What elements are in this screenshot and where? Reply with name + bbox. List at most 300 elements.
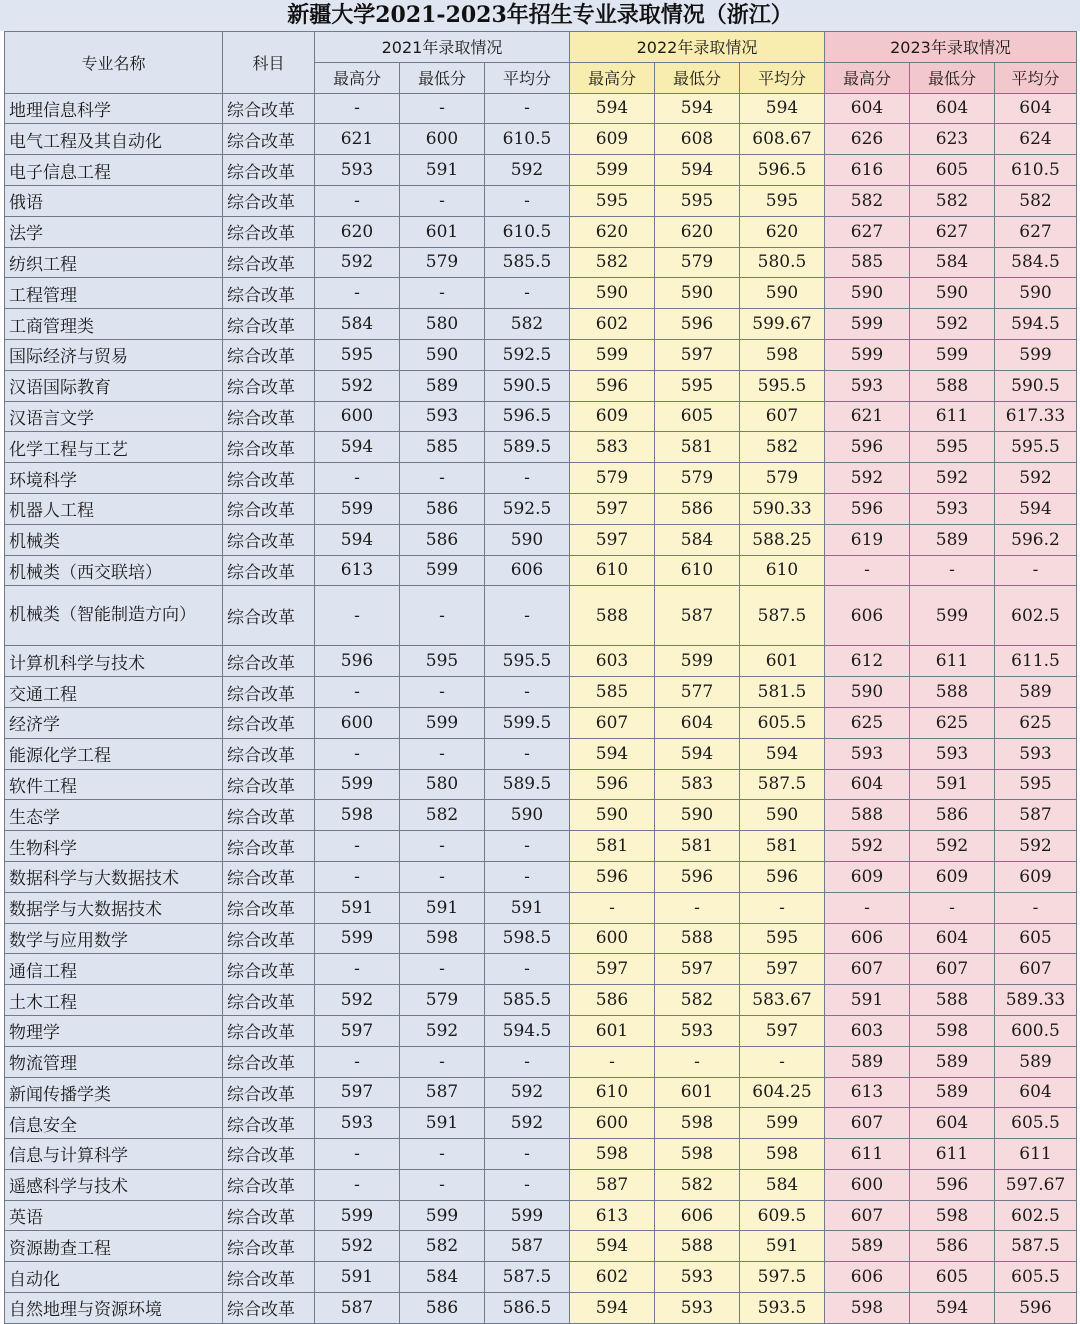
cell-2023-min: 598: [910, 1015, 995, 1046]
header-2022-min: 最低分: [655, 62, 740, 93]
cell-2021-max: -: [315, 93, 400, 124]
cell-2021-min: 580: [400, 309, 485, 340]
cell-2023-max: 604: [825, 769, 910, 800]
cell-2021-min: -: [400, 1169, 485, 1200]
cell-2022-max: 599: [570, 339, 655, 370]
cell-subject: 综合改革: [223, 800, 315, 831]
cell-major: 交通工程: [5, 677, 223, 708]
table-row: [5, 1108, 1077, 1139]
cell-2022-avg: 579: [740, 463, 825, 494]
cell-2021-avg: -: [485, 1139, 570, 1170]
cell-2022-max: 603: [570, 646, 655, 677]
cell-2022-avg: 597.5: [740, 1262, 825, 1293]
cell-2023-min: 623: [910, 124, 995, 155]
cell-subject: 综合改革: [223, 339, 315, 370]
cell-2022-min: 597: [655, 954, 740, 985]
cell-2022-avg: 582: [740, 432, 825, 463]
cell-2022-max: 607: [570, 707, 655, 738]
cell-major: 汉语国际教育: [5, 370, 223, 401]
cell-2022-avg: 593.5: [740, 1293, 825, 1324]
cell-2022-min: 590: [655, 278, 740, 309]
cell-2021-min: 591: [400, 1108, 485, 1139]
cell-2021-min: 590: [400, 339, 485, 370]
cell-2021-min: 589: [400, 370, 485, 401]
header-2023-min: 最低分: [910, 62, 995, 93]
cell-2022-avg: 598: [740, 1139, 825, 1170]
cell-2022-avg: 607: [740, 401, 825, 432]
header-subject: 科目: [223, 32, 315, 94]
cell-2021-max: -: [315, 831, 400, 862]
cell-2023-avg: 605.5: [995, 1108, 1077, 1139]
cell-subject: 综合改革: [223, 309, 315, 340]
cell-2022-min: 596: [655, 861, 740, 892]
cell-2022-avg: 591: [740, 1231, 825, 1262]
cell-2023-min: 596: [910, 1169, 995, 1200]
cell-2022-max: 602: [570, 1262, 655, 1293]
cell-2023-avg: 609: [995, 861, 1077, 892]
cell-2022-avg: 599: [740, 1108, 825, 1139]
cell-2021-avg: 592: [485, 1077, 570, 1108]
cell-2022-max: 609: [570, 401, 655, 432]
cell-2021-max: 584: [315, 309, 400, 340]
table-row: [5, 216, 1077, 247]
cell-2022-max: 597: [570, 493, 655, 524]
cell-2023-max: 588: [825, 800, 910, 831]
cell-2022-min: 579: [655, 247, 740, 278]
cell-2021-max: 592: [315, 1231, 400, 1262]
cell-2023-max: 589: [825, 1046, 910, 1077]
cell-2023-avg: 600.5: [995, 1015, 1077, 1046]
cell-2023-min: 588: [910, 677, 995, 708]
cell-2022-max: 585: [570, 677, 655, 708]
cell-2023-min: 589: [910, 524, 995, 555]
table-row: [5, 861, 1077, 892]
cell-2023-min: 609: [910, 861, 995, 892]
cell-2022-avg: 595: [740, 923, 825, 954]
cell-2021-min: -: [400, 831, 485, 862]
cell-2023-max: -: [825, 892, 910, 923]
cell-2022-avg: 581: [740, 831, 825, 862]
cell-2021-avg: -: [485, 831, 570, 862]
cell-subject: 综合改革: [223, 738, 315, 769]
table-row: [5, 155, 1077, 186]
cell-2021-min: 598: [400, 923, 485, 954]
cell-2023-min: 584: [910, 247, 995, 278]
cell-2021-min: 584: [400, 1262, 485, 1293]
cell-major: 遥感科学与技术: [5, 1169, 223, 1200]
cell-2021-avg: -: [485, 861, 570, 892]
cell-2021-avg: 598.5: [485, 923, 570, 954]
cell-2021-min: 579: [400, 247, 485, 278]
cell-major: 化学工程与工艺: [5, 432, 223, 463]
table-row: [5, 185, 1077, 216]
cell-2022-avg: -: [740, 1046, 825, 1077]
cell-2023-max: 596: [825, 432, 910, 463]
cell-2022-min: 582: [655, 1169, 740, 1200]
table-row: [5, 586, 1077, 646]
cell-2022-max: 594: [570, 738, 655, 769]
cell-2021-min: 582: [400, 800, 485, 831]
cell-2023-avg: 611: [995, 1139, 1077, 1170]
cell-2023-min: 599: [910, 586, 995, 646]
cell-major: 自然地理与资源环境: [5, 1293, 223, 1324]
cell-subject: 综合改革: [223, 923, 315, 954]
cell-subject: 综合改革: [223, 401, 315, 432]
cell-2023-min: 611: [910, 646, 995, 677]
cell-2022-min: 595: [655, 185, 740, 216]
cell-2021-max: 592: [315, 247, 400, 278]
cell-2023-max: 604: [825, 93, 910, 124]
cell-2021-avg: -: [485, 586, 570, 646]
cell-2021-avg: -: [485, 1046, 570, 1077]
cell-2021-min: -: [400, 278, 485, 309]
cell-2022-max: 620: [570, 216, 655, 247]
cell-2023-min: 611: [910, 401, 995, 432]
cell-subject: 综合改革: [223, 555, 315, 586]
table-row: [5, 555, 1077, 586]
cell-2023-min: 592: [910, 463, 995, 494]
cell-2021-max: 613: [315, 555, 400, 586]
cell-2021-min: 599: [400, 555, 485, 586]
cell-2021-avg: 592.5: [485, 493, 570, 524]
cell-major: 机械类（智能制造方向）: [5, 586, 223, 646]
cell-2022-max: 600: [570, 1108, 655, 1139]
cell-2023-max: 609: [825, 861, 910, 892]
cell-subject: 综合改革: [223, 216, 315, 247]
cell-2021-max: 587: [315, 1293, 400, 1324]
cell-2023-min: 590: [910, 278, 995, 309]
cell-2021-max: -: [315, 278, 400, 309]
cell-major: 信息安全: [5, 1108, 223, 1139]
table-row: [5, 493, 1077, 524]
cell-2023-min: -: [910, 555, 995, 586]
table-row: [5, 1169, 1077, 1200]
cell-2022-avg: 580.5: [740, 247, 825, 278]
table-row: [5, 401, 1077, 432]
cell-2022-max: 583: [570, 432, 655, 463]
cell-2023-max: 585: [825, 247, 910, 278]
cell-2023-min: 586: [910, 1231, 995, 1262]
cell-2022-max: 602: [570, 309, 655, 340]
cell-2021-max: 597: [315, 1015, 400, 1046]
cell-2021-avg: 585.5: [485, 247, 570, 278]
cell-major: 通信工程: [5, 954, 223, 985]
cell-2022-max: 597: [570, 954, 655, 985]
table-row: [5, 738, 1077, 769]
cell-2023-min: 586: [910, 800, 995, 831]
cell-2021-max: 592: [315, 985, 400, 1016]
cell-2023-max: 621: [825, 401, 910, 432]
cell-subject: 综合改革: [223, 1293, 315, 1324]
cell-2021-min: 580: [400, 769, 485, 800]
cell-2021-max: -: [315, 1169, 400, 1200]
cell-2022-min: 598: [655, 1108, 740, 1139]
table-row: [5, 954, 1077, 985]
header-2021-avg: 平均分: [485, 62, 570, 93]
cell-major: 环境科学: [5, 463, 223, 494]
cell-2023-max: 592: [825, 831, 910, 862]
cell-2021-min: -: [400, 1139, 485, 1170]
cell-2022-min: 577: [655, 677, 740, 708]
cell-2021-avg: 590.5: [485, 370, 570, 401]
cell-2021-avg: -: [485, 278, 570, 309]
cell-2021-min: 601: [400, 216, 485, 247]
header-2023: 2023年录取情况: [825, 32, 1077, 63]
cell-2021-avg: 610.5: [485, 216, 570, 247]
cell-2023-min: 592: [910, 309, 995, 340]
cell-2023-min: 588: [910, 985, 995, 1016]
cell-2021-avg: 592: [485, 1108, 570, 1139]
cell-major: 土木工程: [5, 985, 223, 1016]
cell-2023-max: 606: [825, 1262, 910, 1293]
cell-major: 机械类: [5, 524, 223, 555]
cell-2021-avg: 586.5: [485, 1293, 570, 1324]
cell-2022-max: 579: [570, 463, 655, 494]
cell-2021-max: 591: [315, 892, 400, 923]
cell-2023-min: 599: [910, 339, 995, 370]
cell-2023-avg: 605.5: [995, 1262, 1077, 1293]
cell-2021-avg: 595.5: [485, 646, 570, 677]
cell-2023-avg: 610.5: [995, 155, 1077, 186]
cell-2023-avg: 611.5: [995, 646, 1077, 677]
header-2021-min: 最低分: [400, 62, 485, 93]
cell-2022-min: 581: [655, 831, 740, 862]
cell-2021-avg: 585.5: [485, 985, 570, 1016]
cell-2022-min: 594: [655, 155, 740, 186]
cell-2021-max: 599: [315, 1200, 400, 1231]
cell-2022-avg: 620: [740, 216, 825, 247]
cell-2021-min: 600: [400, 124, 485, 155]
cell-2023-max: 607: [825, 954, 910, 985]
cell-2022-max: 613: [570, 1200, 655, 1231]
cell-2021-min: 593: [400, 401, 485, 432]
cell-2021-avg: 606: [485, 555, 570, 586]
cell-2021-avg: 587: [485, 1231, 570, 1262]
cell-2022-avg: 590: [740, 278, 825, 309]
cell-major: 法学: [5, 216, 223, 247]
cell-major: 经济学: [5, 707, 223, 738]
cell-2022-avg: 595.5: [740, 370, 825, 401]
cell-2022-avg: 581.5: [740, 677, 825, 708]
cell-2023-max: 606: [825, 923, 910, 954]
cell-subject: 综合改革: [223, 861, 315, 892]
cell-major: 数据学与大数据技术: [5, 892, 223, 923]
cell-2023-avg: 589: [995, 677, 1077, 708]
cell-2021-max: 599: [315, 769, 400, 800]
cell-2023-max: 590: [825, 278, 910, 309]
cell-2021-max: 593: [315, 1108, 400, 1139]
cell-2023-avg: 596: [995, 1293, 1077, 1324]
cell-2023-avg: 604: [995, 93, 1077, 124]
cell-2023-min: 588: [910, 370, 995, 401]
table-body: [5, 93, 1077, 1323]
table-row: [5, 1293, 1077, 1324]
cell-2023-avg: 590.5: [995, 370, 1077, 401]
cell-2021-min: -: [400, 185, 485, 216]
cell-2023-min: 625: [910, 707, 995, 738]
cell-2022-avg: 598: [740, 339, 825, 370]
cell-2022-min: 588: [655, 1231, 740, 1262]
cell-major: 新闻传播学类: [5, 1077, 223, 1108]
cell-2021-avg: 599.5: [485, 707, 570, 738]
cell-major: 生物科学: [5, 831, 223, 862]
cell-2023-min: 591: [910, 769, 995, 800]
cell-2021-max: -: [315, 185, 400, 216]
cell-major: 软件工程: [5, 769, 223, 800]
cell-2021-max: 597: [315, 1077, 400, 1108]
cell-2022-min: 590: [655, 800, 740, 831]
cell-2022-min: 593: [655, 1015, 740, 1046]
cell-2023-max: 627: [825, 216, 910, 247]
cell-2023-avg: 617.33: [995, 401, 1077, 432]
cell-2022-avg: 605.5: [740, 707, 825, 738]
cell-2022-max: 586: [570, 985, 655, 1016]
cell-2023-avg: 625: [995, 707, 1077, 738]
cell-2022-max: 596: [570, 769, 655, 800]
cell-2021-min: -: [400, 1046, 485, 1077]
cell-2021-avg: 594.5: [485, 1015, 570, 1046]
cell-2021-max: 598: [315, 800, 400, 831]
cell-major: 信息与计算科学: [5, 1139, 223, 1170]
cell-2023-avg: 607: [995, 954, 1077, 985]
cell-2023-max: 611: [825, 1139, 910, 1170]
table-row: [5, 769, 1077, 800]
cell-major: 汉语言文学: [5, 401, 223, 432]
cell-2022-min: 593: [655, 1293, 740, 1324]
cell-subject: 综合改革: [223, 247, 315, 278]
cell-2023-max: 619: [825, 524, 910, 555]
cell-2023-max: 596: [825, 493, 910, 524]
cell-subject: 综合改革: [223, 1231, 315, 1262]
cell-2021-avg: -: [485, 1169, 570, 1200]
cell-2023-min: 598: [910, 1200, 995, 1231]
cell-2022-max: 590: [570, 278, 655, 309]
table-row: [5, 524, 1077, 555]
cell-2023-max: 616: [825, 155, 910, 186]
table-row: [5, 800, 1077, 831]
cell-subject: 综合改革: [223, 586, 315, 646]
cell-2023-avg: 624: [995, 124, 1077, 155]
table-row: [5, 1015, 1077, 1046]
header-major: 专业名称: [5, 32, 223, 94]
cell-subject: 综合改革: [223, 1108, 315, 1139]
cell-2022-avg: 594: [740, 738, 825, 769]
cell-2021-avg: 589.5: [485, 432, 570, 463]
cell-2021-max: 593: [315, 155, 400, 186]
cell-2022-min: 598: [655, 1139, 740, 1170]
cell-major: 英语: [5, 1200, 223, 1231]
table-row: [5, 124, 1077, 155]
cell-2022-max: 581: [570, 831, 655, 862]
cell-2023-max: -: [825, 555, 910, 586]
cell-2022-avg: 597: [740, 1015, 825, 1046]
cell-2022-min: 582: [655, 985, 740, 1016]
cell-2023-max: 626: [825, 124, 910, 155]
cell-2021-max: -: [315, 861, 400, 892]
cell-2023-avg: 627: [995, 216, 1077, 247]
cell-2022-avg: 596.5: [740, 155, 825, 186]
cell-2022-min: 610: [655, 555, 740, 586]
table-row: [5, 707, 1077, 738]
cell-2023-avg: 596.2: [995, 524, 1077, 555]
table-row: [5, 923, 1077, 954]
cell-2021-max: -: [315, 738, 400, 769]
cell-subject: 综合改革: [223, 769, 315, 800]
cell-subject: 综合改革: [223, 954, 315, 985]
cell-major: 纺织工程: [5, 247, 223, 278]
table-row: [5, 677, 1077, 708]
cell-2021-min: -: [400, 738, 485, 769]
cell-2023-avg: 587.5: [995, 1231, 1077, 1262]
cell-2021-min: -: [400, 954, 485, 985]
cell-major: 自动化: [5, 1262, 223, 1293]
cell-2021-max: 599: [315, 493, 400, 524]
cell-2022-avg: 594: [740, 93, 825, 124]
cell-2022-avg: 610: [740, 555, 825, 586]
cell-2021-min: -: [400, 463, 485, 494]
cell-2021-max: 592: [315, 370, 400, 401]
cell-2021-max: -: [315, 463, 400, 494]
cell-2021-min: -: [400, 677, 485, 708]
cell-2021-avg: 592.5: [485, 339, 570, 370]
cell-2023-max: 598: [825, 1293, 910, 1324]
cell-2022-avg: 601: [740, 646, 825, 677]
page-title: 新疆大学2021-2023年招生专业录取情况（浙江）: [0, 0, 1080, 31]
cell-2022-min: 608: [655, 124, 740, 155]
cell-2023-max: 600: [825, 1169, 910, 1200]
cell-2023-max: 590: [825, 677, 910, 708]
cell-subject: 综合改革: [223, 1200, 315, 1231]
cell-2023-min: 611: [910, 1139, 995, 1170]
cell-2021-max: -: [315, 677, 400, 708]
cell-2021-avg: 590: [485, 800, 570, 831]
cell-2023-max: 593: [825, 738, 910, 769]
cell-2021-min: 591: [400, 155, 485, 186]
cell-2022-avg: 595: [740, 185, 825, 216]
cell-2022-avg: 597: [740, 954, 825, 985]
header-2021-max: 最高分: [315, 62, 400, 93]
cell-2021-max: -: [315, 954, 400, 985]
cell-2022-max: -: [570, 1046, 655, 1077]
cell-major: 物流管理: [5, 1046, 223, 1077]
cell-subject: 综合改革: [223, 93, 315, 124]
cell-2021-max: -: [315, 1046, 400, 1077]
cell-2021-min: 579: [400, 985, 485, 1016]
cell-2021-max: 595: [315, 339, 400, 370]
cell-2021-max: 599: [315, 923, 400, 954]
cell-2022-min: 596: [655, 309, 740, 340]
cell-major: 能源化学工程: [5, 738, 223, 769]
cell-2023-avg: 592: [995, 463, 1077, 494]
cell-subject: 综合改革: [223, 707, 315, 738]
cell-2022-min: 594: [655, 93, 740, 124]
cell-subject: 综合改革: [223, 646, 315, 677]
cell-2023-min: 604: [910, 93, 995, 124]
cell-2023-avg: -: [995, 555, 1077, 586]
cell-2022-min: 581: [655, 432, 740, 463]
cell-2023-max: 625: [825, 707, 910, 738]
cell-subject: 综合改革: [223, 185, 315, 216]
cell-2022-avg: 604.25: [740, 1077, 825, 1108]
cell-2023-avg: 594: [995, 493, 1077, 524]
cell-major: 电气工程及其自动化: [5, 124, 223, 155]
cell-2021-avg: 610.5: [485, 124, 570, 155]
cell-subject: 综合改革: [223, 432, 315, 463]
cell-2021-max: 600: [315, 707, 400, 738]
cell-subject: 综合改革: [223, 1077, 315, 1108]
cell-2022-max: 582: [570, 247, 655, 278]
table-row: [5, 1262, 1077, 1293]
